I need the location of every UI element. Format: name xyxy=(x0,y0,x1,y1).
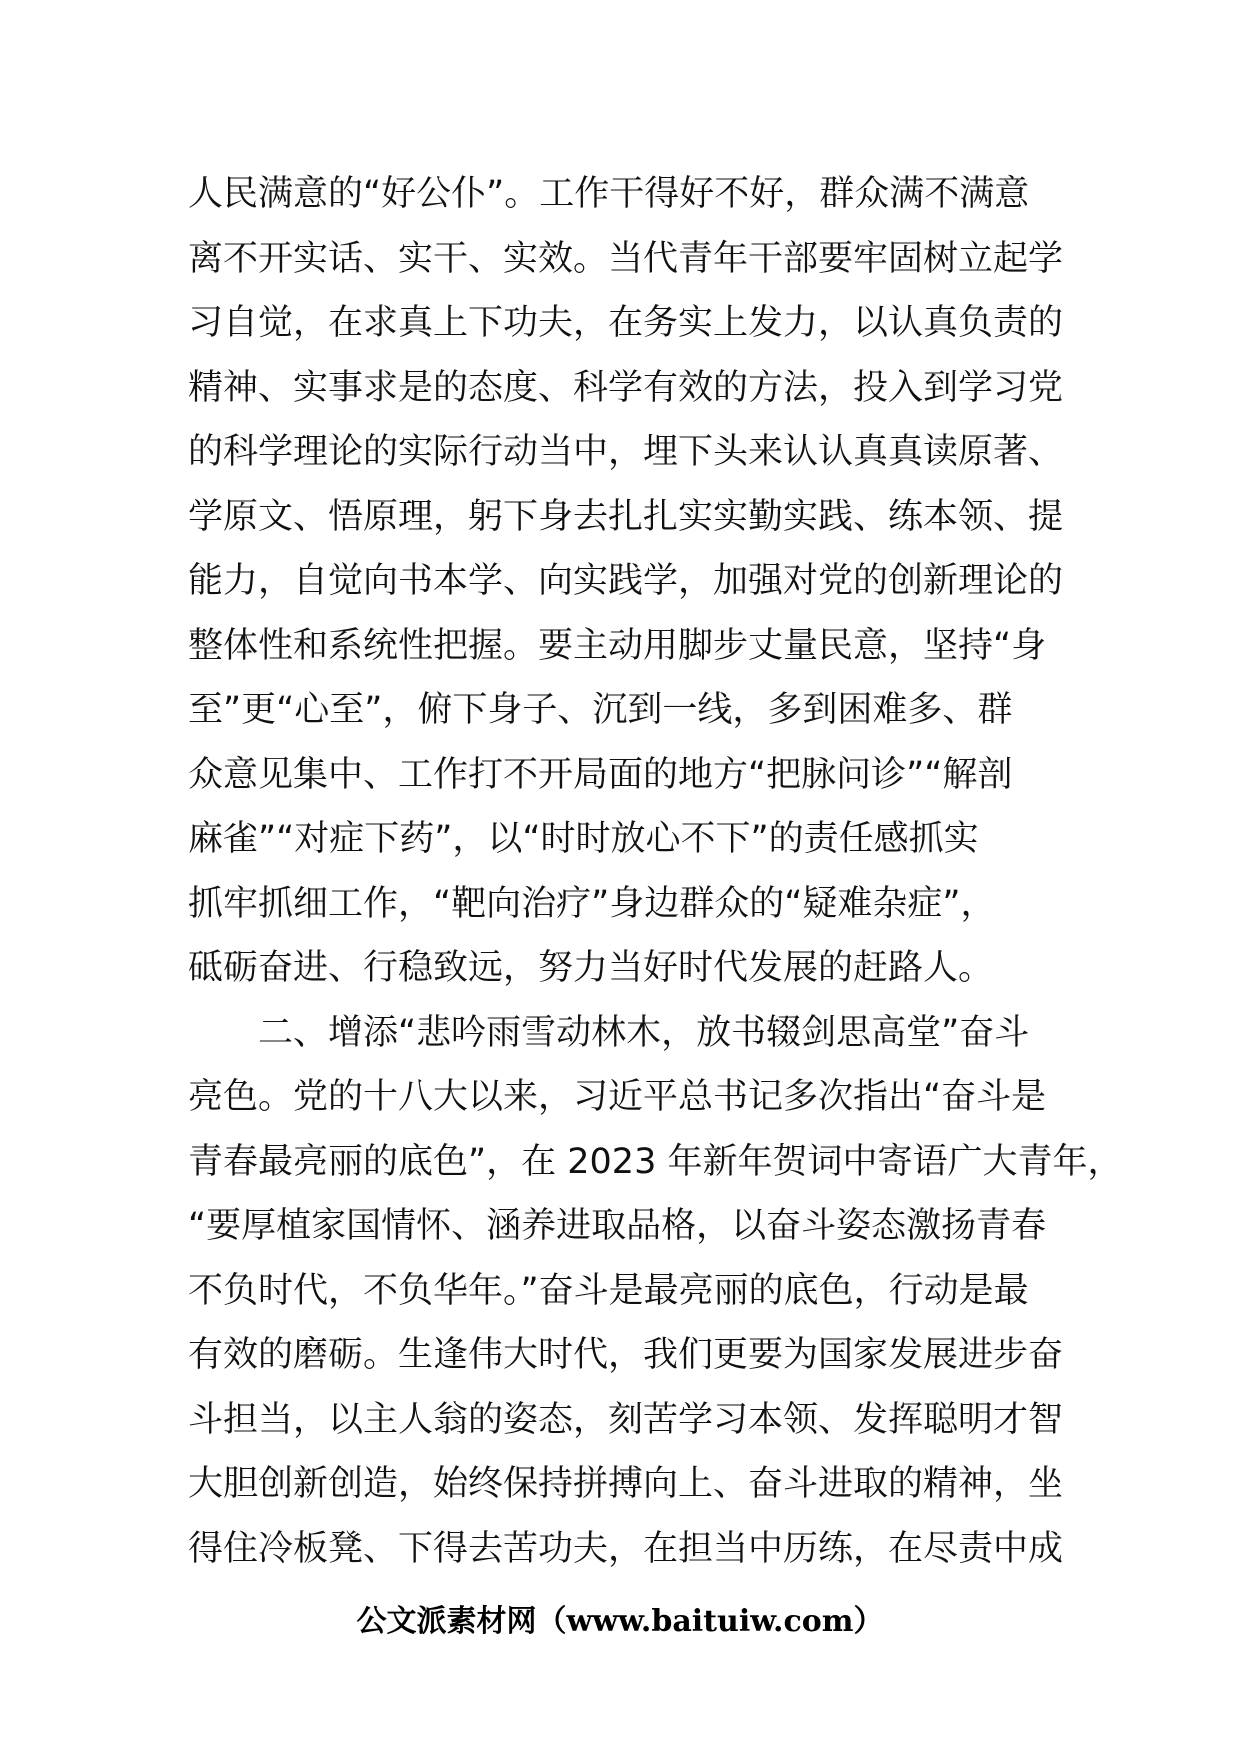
text-line: 亮色。党的十八大以来，习近平总书记多次指出“奋斗是 xyxy=(188,1077,1047,1117)
text-line: 至”更“心至”，俯下身子、沉到一线，多到困难多、群 xyxy=(188,690,1013,730)
text-line: 学原文、悟原理，躬下身去扎扎实实勤实践、练本领、提 xyxy=(188,496,1064,537)
text-line: 青春最亮丽的底色”，在 2023 年新年贺词中寄语广大青年， xyxy=(188,1141,1123,1182)
text-line: “要厚植家国情怀、涵养进取品格，以奋斗姿态激扬青春 xyxy=(188,1206,1047,1246)
page-footer: 公文派素材网（www.baituiw.com） xyxy=(356,1604,884,1639)
text-line: 砥砺奋进、行稳致远，努力当好时代发展的赶路人。 xyxy=(188,948,994,988)
text-line: 有效的磨砺。生逢伟大时代，我们更要为国家发展进步奋 xyxy=(188,1335,1064,1375)
text-line: 精神、实事求是的态度、科学有效的方法，投入到学习党 xyxy=(188,367,1064,408)
text-line: 人民满意的“好公仆”。工作干得好不好，群众满不满意 xyxy=(188,174,1030,214)
text-line: 能力，自觉向书本学、向实践学，加强对党的创新理论的 xyxy=(188,561,1064,601)
text-line: 习自觉，在求真上下功夫，在务实上发力，以认真负责的 xyxy=(188,303,1064,343)
section-heading-line: 二、增添“悲吟雨雪动林木，放书辍剑思高堂”奋斗 xyxy=(258,1012,1030,1053)
text-line: 众意见集中、工作打不开局面的地方“把脉问诊”“解剖 xyxy=(188,754,1013,795)
text-line: 麻雀”“对症下药”，以“时时放心不下”的责任感抓实 xyxy=(188,819,979,859)
text-line: 离不开实话、实干、实效。当代青年干部要牢固树立起学 xyxy=(188,238,1064,279)
text-line: 的科学理论的实际行动当中，埋下头来认认真真读原著、 xyxy=(188,432,1064,472)
text-line: 不负时代，不负华年。”奋斗是最亮丽的底色，行动是最 xyxy=(188,1270,1029,1311)
body-text xyxy=(188,162,1123,1581)
text-line: 整体性和系统性把握。要主动用脚步丈量民意，坚持“身 xyxy=(188,625,1047,666)
text-line: 得住冷板凳、下得去苦功夫，在担当中历练，在尽责中成 xyxy=(188,1528,1064,1569)
text-line: 抓牢抓细工作，“靶向治疗”身边群众的“疑难杂症”， xyxy=(188,883,996,924)
text-line: 斗担当，以主人翁的姿态，刻苦学习本领、发挥聪明才智 xyxy=(188,1399,1064,1440)
text-line: 大胆创新创造，始终保持拼搏向上、奋斗进取的精神，坐 xyxy=(188,1464,1064,1504)
